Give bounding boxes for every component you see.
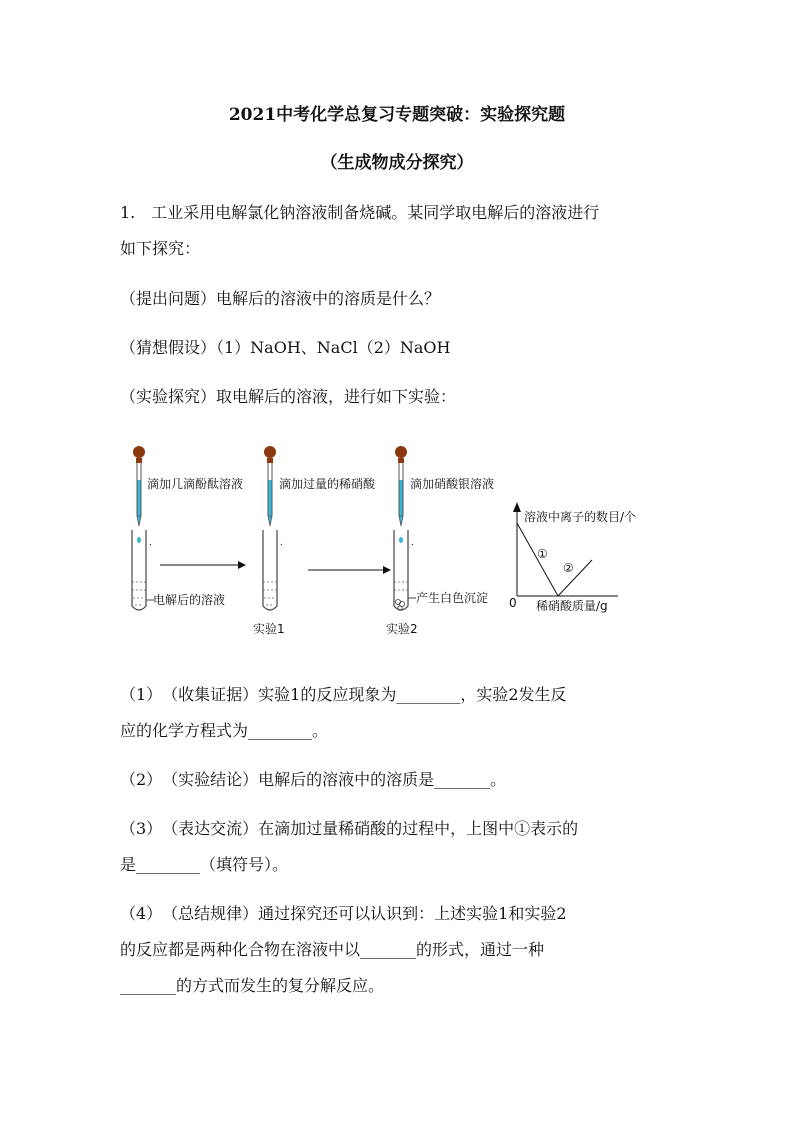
- graph-mark-1: ①: [537, 547, 548, 561]
- svg-text:.: .: [280, 538, 283, 548]
- ion-graph: [509, 502, 636, 613]
- graph-origin: 0: [509, 596, 517, 610]
- question-intro-line-1: 1. 工业采用电解氯化钠溶液制备烧碱。某同学取电解后的溶液进行: [120, 203, 600, 222]
- question-problem: （提出问题）电解后的溶液中的溶质是什么？: [120, 289, 441, 308]
- arrow-1: [160, 561, 246, 569]
- part3-line-2: 是________（填符号）。: [120, 855, 289, 874]
- dropper-3: [395, 446, 407, 543]
- tube1-label: 电解后的溶液: [153, 593, 226, 607]
- tube2-label: 实验1: [253, 622, 285, 636]
- graph-ylabel: 溶液中离子的数目/个: [524, 510, 637, 524]
- page-title: 2021中考化学总复习专题突破：实验探究题: [228, 105, 566, 125]
- part4-line-3: _______的方式而发生的复分解反应。: [120, 976, 385, 995]
- page-subtitle: （生成物成分探究）: [320, 153, 474, 173]
- question-experiment: （实验探究）取电解后的溶液，进行如下实验：: [120, 387, 457, 406]
- part2-line: （2） （实验结论）电解后的溶液中的溶质是_______。: [120, 770, 507, 789]
- question-hypothesis: （猜想假设）（1）NaOH、NaCl（2）NaOH: [120, 338, 451, 357]
- dropper-1: [133, 446, 145, 543]
- graph-mark-2: ②: [563, 561, 574, 575]
- part4-line-2: 的反应都是两种化合物在溶液中以_______的形式，通过一种: [120, 940, 545, 959]
- arrow-2: [308, 566, 391, 574]
- dropper-2: [264, 446, 276, 526]
- test-tube-1: [132, 530, 152, 610]
- test-tube-2: [263, 530, 283, 610]
- part3-line-1: （3） （表达交流）在滴加过量稀硝酸的过程中，上图中①表示的: [120, 819, 579, 838]
- drop2-label: 滴加过量的稀硝酸: [279, 477, 376, 491]
- experiment-figure: [120, 430, 640, 645]
- part1-line-2: 应的化学方程式为________。: [120, 721, 329, 740]
- svg-text:.: .: [411, 538, 414, 548]
- svg-text:.: .: [149, 538, 152, 548]
- tube3-label: 实验2: [386, 622, 418, 636]
- part4-line-1: （4） （总结规律）通过探究还可以认识到：上述实验1和实验2: [120, 904, 567, 923]
- question-intro-line-2: 如下探究：: [120, 239, 201, 258]
- drop1-label: 滴加几滴酚酞溶液: [147, 477, 244, 491]
- precipitate-label: 产生白色沉淀: [416, 591, 489, 605]
- drop3-label: 滴加硝酸银溶液: [410, 477, 495, 491]
- graph-xlabel: 稀硝酸质量/g: [536, 599, 608, 613]
- part1-line-1: （1） （收集证据）实验1的反应现象为________，实验2发生反: [120, 685, 567, 704]
